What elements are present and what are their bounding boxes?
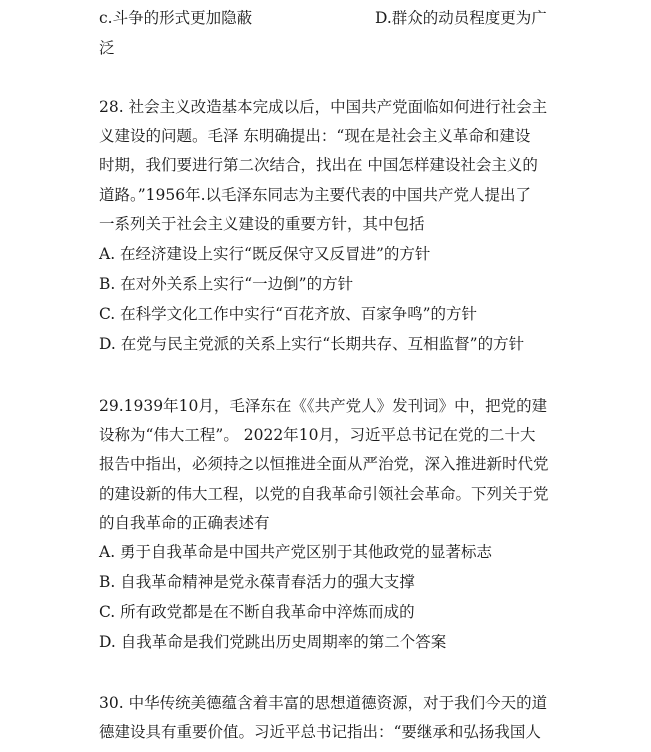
q28-option-a: A. 在经济建设上实行“既反保守又反冒进”的方针 — [99, 245, 431, 263]
q29-option-d: D. 自我革命是我们党跳出历史周期率的第二个答案 — [99, 633, 447, 651]
q28-option-c: C. 在科学文化工作中实行“百花齐放、百家争鸣”的方针 — [99, 305, 478, 323]
q29-stem-line: 29.1939年10月，毛泽东在《《共产党人》发刊词》中，把党的建 — [99, 397, 548, 415]
q27-option-c: c.斗争的形式更加隐蔽 — [99, 9, 253, 27]
q30-stem-line: 德建设具有重要价值。习近平总书记指出：“要继承和弘扬我国人 — [99, 723, 541, 741]
q29-stem-line: 设称为“伟大工程”。 2022年10月，习近平总书记在党的二十大 — [99, 426, 536, 444]
q28-stem-line: 28. 社会主义改造基本完成以后，中国共产党面临如何进行社会主 — [99, 98, 548, 116]
q28-stem-line: 道路。”1956年.以毛泽东同志为主要代表的中国共产党人提出了 — [99, 186, 532, 204]
q28-stem-line: 一系列关于社会主义建设的重要方针，其中包括 — [99, 215, 425, 233]
q29-stem-line: 的建设新的伟大工程，以党的自我革命引领社会革命。下列关于党 — [99, 485, 549, 503]
q29-stem-line: 的自我革命的正确表述有 — [99, 514, 270, 532]
q27-option-d: D.群众的动员程度更为广 — [375, 9, 547, 27]
q30-stem-line: 30. 中华传统美德蕴含着丰富的思想道德资源，对于我们今天的道 — [99, 694, 548, 712]
q28-stem-line: 义建设的问题。毛泽 东明确提出：“现在是社会主义革命和建设 — [99, 127, 531, 145]
q29-option-c: C. 所有政党都是在不断自我革命中淬炼而成的 — [99, 603, 415, 621]
q29-option-b: B. 自我革命精神是党永葆青春活力的强大支撑 — [99, 573, 415, 591]
q28-option-b: B. 在对外关系上实行“一边倒”的方针 — [99, 275, 354, 293]
q29-stem-line: 报告中指出，必须持之以恒推进全面从严治党，深入推进新时代党 — [99, 455, 549, 473]
q28-stem-line: 时期，我们要进行第二次结合，找出在 中国怎样建设社会主义的 — [99, 156, 538, 174]
q28-option-d: D. 在党与民主党派的关系上实行“长期共存、互相监督”的方针 — [99, 335, 525, 353]
q29-option-a: A. 勇于自我革命是中国共产党区别于其他政党的显著标志 — [99, 543, 493, 561]
q27-option-d-cont: 泛 — [99, 39, 115, 57]
